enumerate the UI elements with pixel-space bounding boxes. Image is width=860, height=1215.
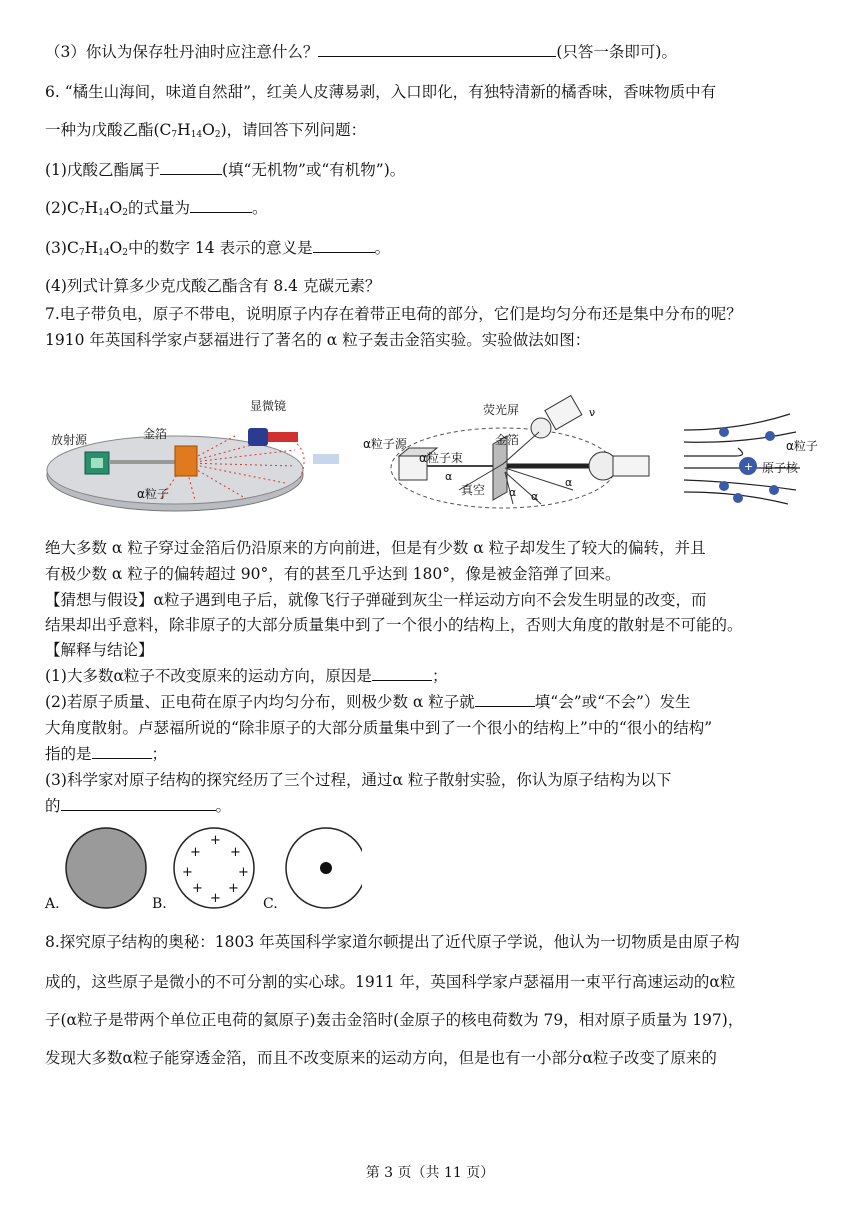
figure-schematic [363, 392, 653, 517]
fluorescent-screen [531, 418, 551, 438]
label-source: 放射源 [51, 433, 88, 447]
label-vacuum: 真空 [461, 483, 486, 497]
alpha-paths [684, 414, 800, 504]
option-a-solid-sphere[interactable] [66, 828, 146, 908]
q5-part3-text: （3）你认为保存牡丹油时应注意什么？ [45, 43, 319, 61]
svg-text:α: α [445, 470, 453, 483]
answer-blank[interactable] [313, 238, 375, 253]
q8-line4: 发现大多数α粒子能穿透金箔，而且不改变原来的运动方向，但是也有一小部分α粒子改变了原来的 [45, 1049, 717, 1067]
q7-question3: (3)科学家对原子结构的探究经历了三个过程，通过α 粒子散射实验，你认为原子结构为以下 [45, 771, 672, 789]
answer-blank[interactable] [372, 666, 432, 681]
q7-question2-line2: 大角度散射。卢瑟福所说的“除非原子的大部分质量集中到了一个很小的结构上”中的“很小的结构” [45, 719, 713, 737]
q7-question3-line2: 的 。 [45, 797, 232, 815]
atom-model-options [62, 826, 362, 912]
label-alpha-particle: α粒子 [786, 439, 818, 453]
page-footer: 第 3 页（共 11 页） [365, 1165, 495, 1181]
option-c-label[interactable]: C. [263, 896, 278, 912]
svg-text:α: α [531, 490, 539, 503]
q7-result-line1: 绝大多数 α 粒子穿过金箔后仍沿原来的方向前进，但是有少数 α 粒子却发生了较大的偏转，并且 [45, 539, 706, 557]
nucleus-dot [320, 862, 332, 874]
option-a-label[interactable]: A. [45, 896, 60, 912]
gold-foil [175, 446, 197, 476]
svg-text:+: + [210, 833, 221, 848]
label-alpha-beam: α粒子束 [419, 451, 463, 465]
svg-text:+: + [190, 845, 201, 860]
label-screen: 荧光屏 [483, 403, 520, 417]
q7-intro-line1: 7.电子带负电，原子不带电，说明原子内存在着带正电荷的部分，它们是均匀分布还是集中分布的呢？ [45, 305, 742, 323]
q7-hypothesis-line2: 结果却出乎意料，除非原子的大部分质量集中到了一个很小的结构上，否则大角度的散射是不可能的。 [45, 616, 743, 634]
answer-blank[interactable] [160, 160, 222, 175]
q7-hypothesis-line1: 【猜想与假设】α粒子遇到电子后，就像飞行子弹碰到灰尘一样运动方向不会发生明显的改变，而 [45, 591, 707, 609]
q8-line1: 8.探究原子结构的奥秘：1803 年英国科学家道尔顿提出了近代原子学说，他认为一切物质是由原子构 [45, 933, 740, 951]
q6-question3: $(3)C_7H_{14}O_2$中的数字 14 表示的意义是 。 [45, 239, 391, 258]
svg-text:+: + [182, 865, 193, 880]
q5-part3 [45, 42, 825, 62]
q6-question1: (1)戊酸乙酯属于 (填“无机物”或“有机物”)。 [45, 161, 406, 179]
svg-text:+: + [210, 891, 221, 906]
svg-text:+: + [192, 881, 203, 896]
figure-apparatus [45, 388, 365, 518]
label-alpha: α粒子 [137, 487, 169, 501]
svg-text:α: α [565, 476, 573, 489]
q8-line3: 子(α粒子是带两个单位正电荷的氦原子)轰击金箔时(金原子的核电荷数为 79，相对原子质量为 197)， [45, 1011, 744, 1029]
figure-scattering [680, 408, 820, 508]
answer-blank[interactable] [92, 744, 152, 759]
label-microscope: 显微镜 [250, 399, 287, 413]
q6-intro-line2: 一种为戊酸乙酯$(C_7H_{14}O_2)$，请回答下列问题： [45, 121, 367, 140]
answer-blank[interactable] [475, 692, 535, 707]
answer-blank[interactable] [318, 42, 556, 57]
label-nucleus: 原子核 [762, 461, 799, 475]
q5-part3-end: (只答一条即可)。 [556, 43, 677, 61]
option-b-label[interactable]: B. [152, 896, 167, 912]
q7-question2-line3: 指的是 ； [45, 745, 168, 763]
q7-explanation-heading: 【解释与结论】 [45, 641, 154, 659]
label-alpha-source: α粒子源 [363, 437, 407, 451]
q7-result-line2: 有极少数 α 粒子的偏转超过 90°，有的甚至几乎达到 180°，像是被金箔弹了回来。 [45, 565, 621, 583]
q7-question2: (2)若原子质量、正电荷在原子内均匀分布，则极少数 α 粒子就 填“会”或“不会”）发生 [45, 693, 691, 711]
q8-line2: 成的，这些原子是微小的不可分割的实心球。1911 年，英国科学家卢瑟福用一束平行高速运动的α粒 [45, 973, 736, 991]
svg-text:α: α [509, 486, 517, 499]
q6-question2: $(2)C_7H_{14}O_2$的式量为 。 [45, 199, 268, 218]
answer-blank[interactable] [61, 796, 216, 811]
q7-question1: (1)大多数α粒子不改变原来的运动方向，原因是 ； [45, 667, 448, 685]
label-gold-foil: 金箔 [143, 427, 168, 441]
label-foil: 金箔 [495, 433, 520, 447]
svg-text:+: + [230, 845, 241, 860]
svg-text:+: + [744, 460, 754, 473]
microscope [248, 428, 268, 446]
answer-blank[interactable] [190, 198, 252, 213]
q6-question4: (4)列式计算多少克戊酸乙酯含有 8.4 克碳元素？ [45, 277, 381, 295]
svg-text:+: + [228, 881, 239, 896]
svg-text:ν: ν [589, 406, 596, 419]
q6-intro-line1: 6. “橘生山海间，味道自然甜”，红美人皮薄易剥，入口即化，有独特清新的橘香味，香味物质中有 [45, 83, 717, 101]
q7-intro-line2: 1910 年英国科学家卢瑟福进行了著名的 α 粒子轰击金箔实验。实验做法如图： [45, 331, 591, 349]
svg-text:+: + [238, 865, 249, 880]
